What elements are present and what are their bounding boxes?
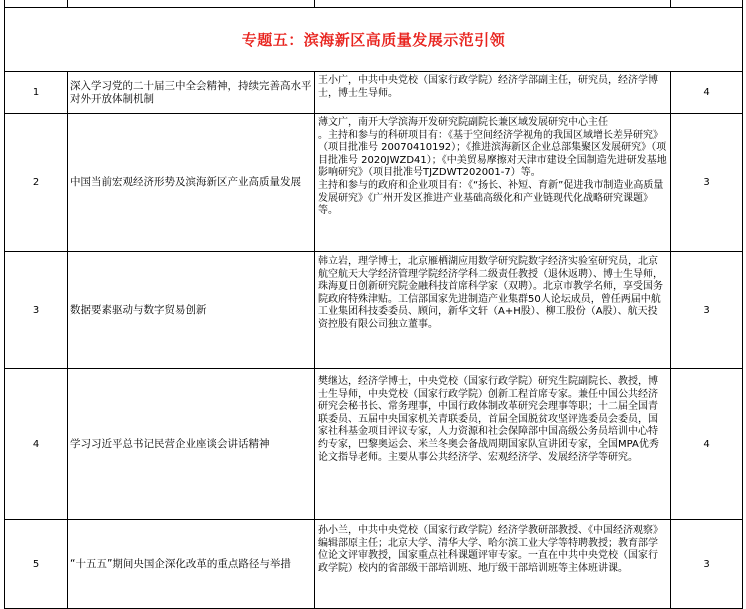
session-count: 4	[671, 72, 743, 114]
row-number: 2	[5, 114, 68, 252]
topic-cell: 中国当前宏观经济形势及滨海新区产业高质量发展	[68, 114, 315, 252]
section-banner-row	[5, 8, 743, 72]
lecturer-text: 韩立岩，理学博士，北京雁栖湖应用数学研究院数字经济实验室研究员，北京航空航天大学经济管理学院经济学科二级责任教授（退休返聘）、博士生导师，珠海夏日创新研究院金融科技首席科学家（双聘）。北京市教学名师，享受国务院政府特殊津贴。工信部国家先进制造产业集群50人论坛成员，曾任两届中航工业集团科技委委员、顾问，新华文轩（A+H股）、柳工股份（A股）、航天投资控股有限公司独立董事。	[318, 256, 663, 330]
topic-cell: 数据要素驱动与数字贸易创新	[68, 252, 315, 369]
cell	[5, 0, 68, 8]
topic-cell: “十五五”期间央国企深化改革的重点路径与举措	[68, 520, 315, 609]
lecturer-text: 主持和参与的政府和企业项目有：《“扬长、补短、育新”促进我市制造业高质量发展研究》《广州开发区推进产业基础高级化和产业链现代化战略研究课题》等。	[318, 179, 664, 217]
section-banner	[5, 8, 743, 72]
topic-cell: 深入学习党的二十届三中全会精神，持续完善高水平对外开放体制机制	[68, 72, 315, 114]
table-row	[5, 114, 743, 252]
row-number: 5	[5, 520, 68, 609]
session-count: 4	[671, 369, 743, 520]
lecturer-cell	[315, 114, 671, 252]
row-number: 3	[5, 252, 68, 369]
lecturer-text: 孙小兰，中共中央党校（国家行政学院）经济学教研部教授、《中国经济观察》编辑部原主任；北京大学、清华大学、哈尔滨工业大学等特聘教授；教育部学位论文评审教授，国家重点社科课题评审专家。一直在中共中央党校（国家行政学院）校内的省部级干部培训班、地厅级干部培训班等主体班讲课。	[318, 525, 663, 574]
top-remnant-row	[5, 0, 743, 8]
lecturer-cell	[315, 520, 671, 609]
lecturer-cell	[315, 72, 671, 114]
lecturer-cell	[315, 252, 671, 369]
session-count: 3	[671, 520, 743, 609]
row-number: 4	[5, 369, 68, 520]
lecturer-text: 薄文广，南开大学滨海开发研究院副院长兼区域发展研究中心主任	[318, 117, 608, 128]
cell	[671, 0, 743, 8]
cell	[315, 0, 671, 8]
section-title: 专题五：滨海新区高质量发展示范引领	[241, 31, 506, 49]
table-row	[5, 252, 743, 369]
session-count: 3	[671, 252, 743, 369]
cell	[68, 0, 315, 8]
lecturer-text: 樊继达，经济学博士，中央党校（国家行政学院）研究生院副院长、教授，博士生导师，中央党校（国家行政学院）创新工程首席专家。兼任中国公共经济研究会秘书长、常务理事，中国行政体制改革研究会理事等职；十二届全国青联委员、五届中央国家机关青联委员，首届全国脱贫攻坚评选委员会委员，国家社科基金项目评议专家，人力资源和社会保障部中国高级公务员培训中心特约专家，巴黎奥运会、米兰冬奥会备战周期国家队宣讲团专家，全国MPA优秀论文指导老师。主要从事公共经济学、宏观经济学、发展经济学等研究。	[318, 376, 659, 463]
lecturer-cell	[315, 369, 671, 520]
table-row	[5, 369, 743, 520]
row-number: 1	[5, 72, 68, 114]
table-row	[5, 520, 743, 609]
session-count: 3	[671, 114, 743, 252]
lecturer-text: 。主持和参与的科研项目有：《基于空间经济学视角的我国区域增长差异研究》（项目批准号 20070410192）；《推进滨海新区企业总部集聚区发展研究》（项目批准号 2020JWZD41）；《中美贸易摩擦对天津市建设全国制造先进研发基地影响研究》（项目批准号TJZDWT202001-7）等。	[318, 129, 667, 179]
topic-cell: 学习习近平总书记民营企业座谈会讲话精神	[68, 369, 315, 520]
table-row	[5, 72, 743, 114]
lecturer-text: 王小广，中共中央党校（国家行政学院）经济学部副主任，研究员，经济学博士，博士生导师。	[318, 75, 658, 99]
course-table	[4, 0, 743, 609]
